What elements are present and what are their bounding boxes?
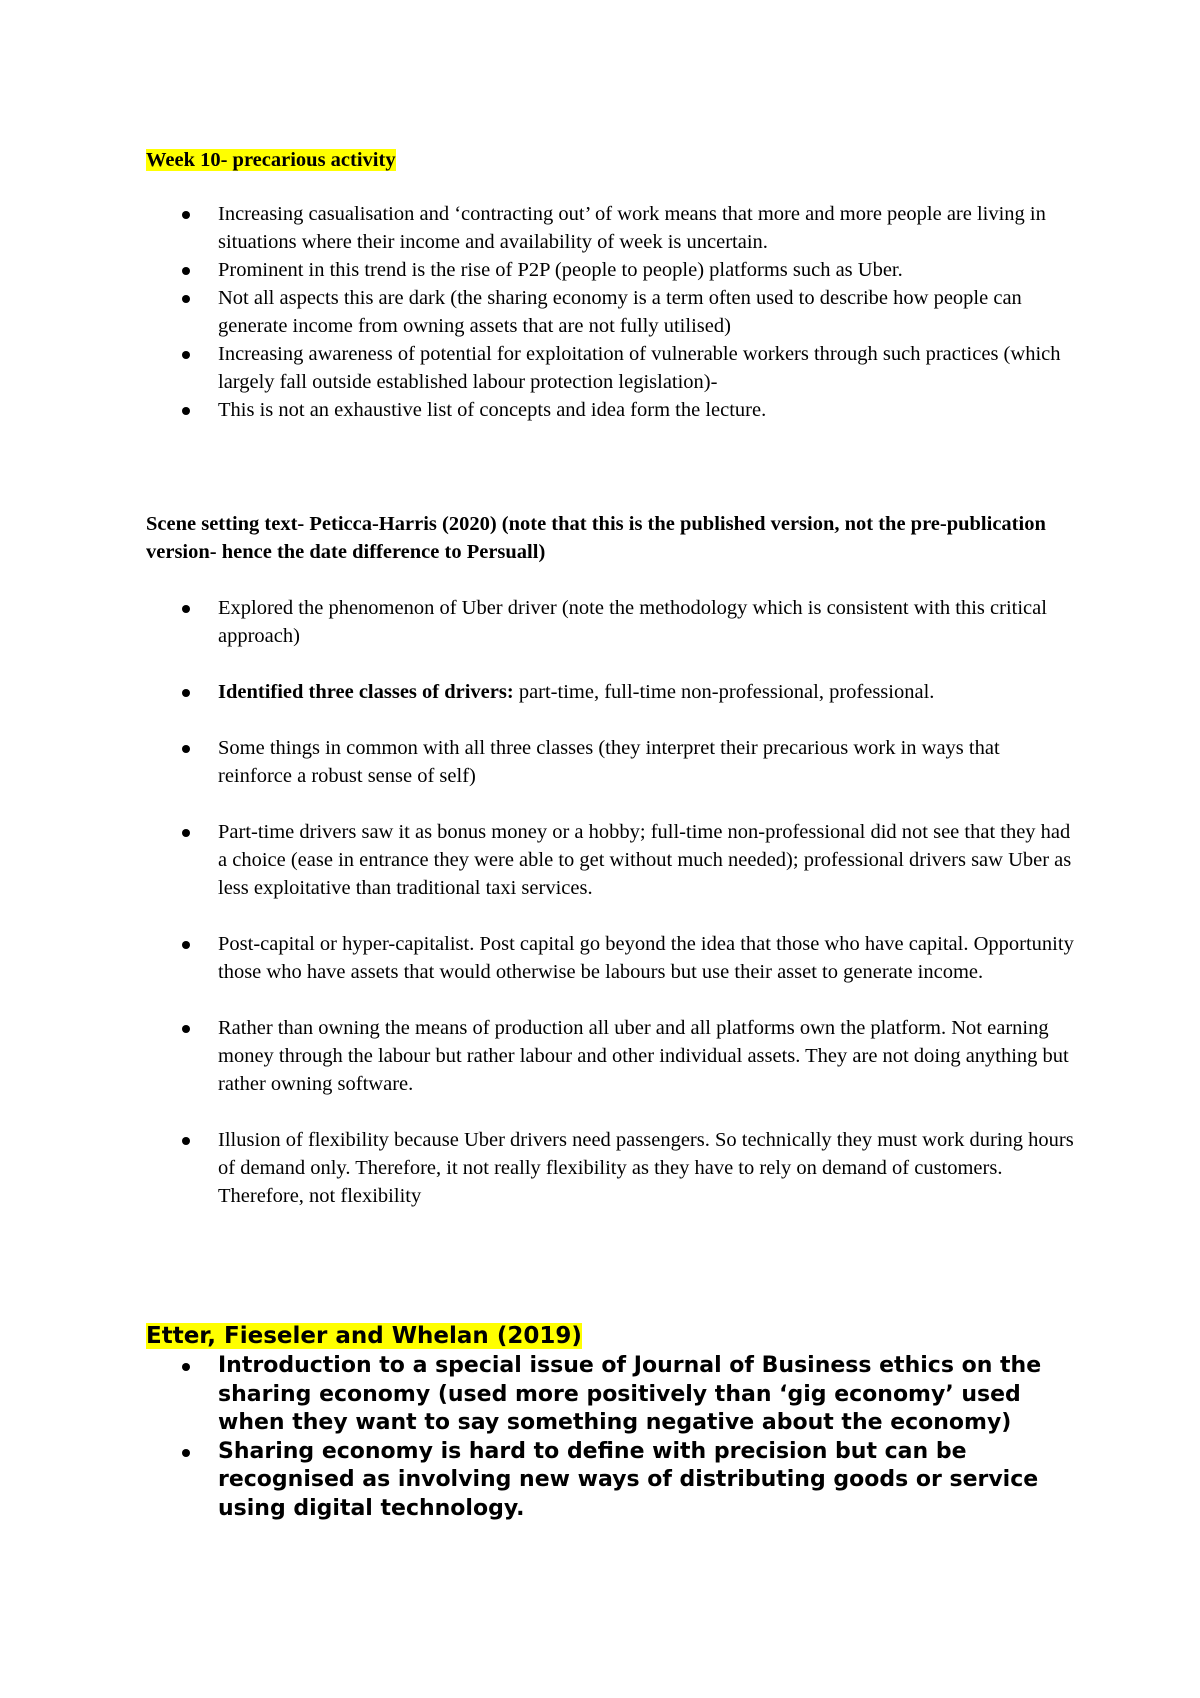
list-item	[146, 1126, 1076, 1210]
list-item-text: Illusion of flexibility because Uber drivers need passengers. So technically they must work during hours of demand only. Therefore, it not really flexibility as they have to rely on demand of customers. Therefore, not flexibility	[218, 1129, 1074, 1207]
bullet-icon	[182, 1025, 190, 1033]
list-item-text: Post-capital or hyper-capitalist. Post capital go beyond the idea that those who have capital. Opportunity those who have assets that would otherwise be labours but use their asset to generate income.	[218, 933, 1074, 983]
list-item-text: Part-time drivers saw it as bonus money or a hobby; full-time non-professional did not see that they had a choice (ease in entrance they were able to get without much needed); professional drivers saw Uber as less exploitative than traditional taxi services.	[218, 821, 1072, 899]
section-heading-week-10	[146, 146, 396, 174]
list-item	[146, 284, 1076, 340]
list-item-text: Increasing casualisation and ‘contracting out’ of work means that more and more people are living in situations where their income and availability of week is uncertain.	[218, 203, 1046, 253]
list-item	[146, 340, 1076, 396]
list-item-text: This is not an exhaustive list of concepts and idea form the lecture.	[218, 399, 767, 421]
list-item	[146, 818, 1076, 902]
list-item	[146, 678, 1076, 706]
list-item-text: Some things in common with all three classes (they interpret their precarious work in ways that reinforce a robust sense of self)	[218, 737, 1000, 787]
list-item	[146, 1438, 1086, 1524]
heading-highlight: Etter, Fieseler and Whelan (2019)	[146, 1323, 582, 1349]
bullet-icon	[182, 829, 190, 837]
list-item-text: part-time, full-time non-professional, professional.	[513, 681, 935, 703]
list-item	[146, 200, 1076, 256]
list-item-text: Explored the phenomenon of Uber driver (note the methodology which is consistent with this critical approach)	[218, 597, 1047, 647]
list-item-lead: Identified three classes of drivers:	[218, 681, 514, 703]
bullet-icon	[182, 295, 190, 303]
list-item	[146, 930, 1076, 986]
bullet-icon	[182, 267, 190, 275]
bullet-list-etter	[146, 1352, 1086, 1523]
heading-highlight: Week 10- precarious activity	[146, 149, 396, 171]
list-item	[146, 396, 1076, 424]
bullet-icon	[182, 1363, 190, 1371]
list-item	[146, 594, 1076, 650]
bullet-icon	[182, 745, 190, 753]
list-item-text: Sharing economy is hard to define with precision but can be recognised as involving new ways of distributing goods or service using digital technology.	[218, 1438, 1039, 1521]
list-item-text: Increasing awareness of potential for exploitation of vulnerable workers through such practices (which largely fall outside established labour protection legislation)-	[218, 343, 1061, 393]
list-item	[146, 1014, 1076, 1098]
list-item	[146, 256, 1076, 284]
list-item-text: Not all aspects this are dark (the sharing economy is a term often used to describe how people can generate income from owning assets that are not fully utilised)	[218, 287, 1022, 337]
bullet-list-week-10	[146, 200, 1076, 424]
bullet-icon	[182, 211, 190, 219]
bullet-icon	[182, 689, 190, 697]
list-item	[146, 734, 1076, 790]
section-heading-scene-setting: Scene setting text- Peticca-Harris (2020) (note that this is the published version, not the pre-publication version- hence the date difference to Persuall)	[146, 513, 1046, 563]
section-heading-etter	[146, 1322, 582, 1351]
bullet-icon	[182, 351, 190, 359]
list-item	[146, 1352, 1086, 1438]
bullet-list-scene-setting	[146, 594, 1076, 1210]
list-item-text: Rather than owning the means of production all uber and all platforms own the platform. Not earning money through the labour but rather labour and other individual assets. They are not doing anything but rather owning software.	[218, 1017, 1069, 1095]
bullet-icon	[182, 1137, 190, 1145]
bullet-icon	[182, 407, 190, 415]
bullet-icon	[182, 1449, 190, 1457]
bullet-icon	[182, 605, 190, 613]
list-item-text: Prominent in this trend is the rise of P2P (people to people) platforms such as Uber.	[218, 259, 903, 281]
bullet-icon	[182, 941, 190, 949]
list-item-text: Introduction to a special issue of Journal of Business ethics on the sharing economy (used more positively than ‘gig economy’ used when they want to say something negative about the economy)	[218, 1353, 1042, 1435]
